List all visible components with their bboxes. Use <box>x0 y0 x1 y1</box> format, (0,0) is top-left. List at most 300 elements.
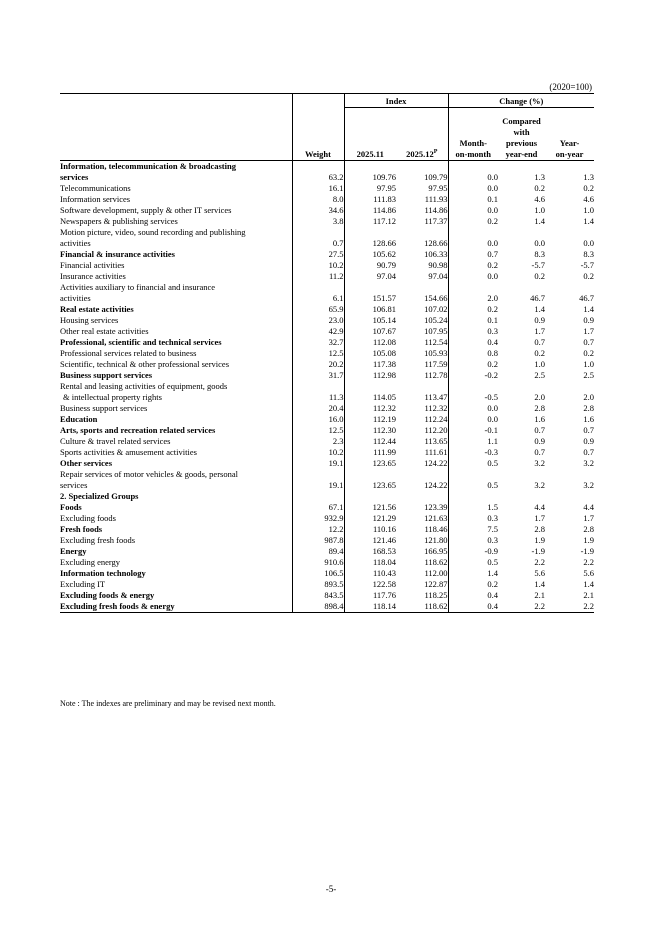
cell-compared-year-end: 2.2 <box>534 557 546 567</box>
cell-compared-year-end: 1.0 <box>534 205 546 215</box>
header-month-on-month: Month- on-month <box>448 108 498 161</box>
cell-compared-year-end: 1.7 <box>534 513 546 523</box>
footnote: Note : The indexes are preliminary and may be revised next month. <box>60 699 276 708</box>
cell-year-on-year: 1.4 <box>583 579 595 589</box>
cell-year-on-year: 0.9 <box>583 436 595 446</box>
cell-month-on-month: 0.5 <box>448 557 498 568</box>
table-row <box>60 359 594 370</box>
table-row <box>60 370 594 381</box>
cell-compared-year-end: 1.0 <box>534 359 546 369</box>
cell-compared-year-end: 1.3 <box>534 172 546 182</box>
cell-index-cur: 107.95 <box>424 326 448 336</box>
cell-year-on-year: 1.7 <box>583 513 595 523</box>
cell-weight: 31.7 <box>292 370 344 381</box>
cell-year-on-year: 5.6 <box>583 568 595 578</box>
header-compared-prev-year-end: Compared with previous year-end <box>502 116 541 159</box>
cell-weight: 898.4 <box>292 601 344 613</box>
cell-index-cur: 112.20 <box>424 425 448 435</box>
cell-index-prev: 105.08 <box>344 348 396 359</box>
row-label: Culture & travel related services <box>60 436 171 446</box>
table-row <box>60 590 594 601</box>
cell-month-on-month <box>448 491 498 502</box>
row-label: Excluding energy <box>60 557 121 567</box>
cell-weight: 67.1 <box>292 502 344 513</box>
cell-weight: 16.0 <box>292 414 344 425</box>
cell-year-on-year: 2.1 <box>583 590 595 600</box>
cell-year-on-year: 0.2 <box>583 348 595 358</box>
table-row <box>60 271 594 282</box>
cell-index-cur: 114.86 <box>424 205 448 215</box>
header-blank <box>60 94 292 161</box>
row-label: Energy <box>60 546 87 556</box>
cell-month-on-month: -0.1 <box>448 425 498 436</box>
row-label: Repair services of motor vehicles & goods, personal services <box>60 469 238 490</box>
cell-year-on-year: -5.7 <box>580 260 595 270</box>
row-label: Financial activities <box>60 260 125 270</box>
cell-index-cur: 118.46 <box>424 524 448 534</box>
cell-index-prev: 122.58 <box>344 579 396 590</box>
cell-compared-year-end: 0.9 <box>534 315 546 325</box>
cell-index-prev: 97.95 <box>344 183 396 194</box>
table-row <box>60 568 594 579</box>
cell-index-prev: 118.14 <box>344 601 396 613</box>
row-label: Excluding foods & energy <box>60 590 155 600</box>
cell-compared-year-end: 46.7 <box>530 293 546 303</box>
cell-month-on-month: 0.2 <box>448 304 498 315</box>
cell-year-on-year: -1.9 <box>580 546 595 556</box>
row-label: Other real estate activities <box>60 326 149 336</box>
cell-month-on-month: -0.2 <box>448 370 498 381</box>
cell-month-on-month: -0.9 <box>448 546 498 557</box>
cell-year-on-year: 2.2 <box>583 557 595 567</box>
cell-compared-year-end: 0.2 <box>534 271 546 281</box>
cell-compared-year-end: 1.9 <box>534 535 546 545</box>
cell-year-on-year: 1.7 <box>583 326 595 336</box>
cell-month-on-month: 0.0 <box>448 414 498 425</box>
cell-compared-year-end: 5.6 <box>534 568 546 578</box>
cell-index-cur: 97.95 <box>428 183 448 193</box>
row-label: Excluding IT <box>60 579 106 589</box>
row-label: Business support services <box>60 403 148 413</box>
cell-index-prev: 128.66 <box>344 227 396 249</box>
row-label: Insurance activities <box>60 271 126 281</box>
cell-month-on-month: 0.4 <box>448 337 498 348</box>
cell-index-prev: 123.65 <box>344 458 396 469</box>
cell-month-on-month: 0.3 <box>448 513 498 524</box>
cell-year-on-year: 1.0 <box>583 359 595 369</box>
cell-compared-year-end: 2.1 <box>534 590 546 600</box>
cell-weight: 34.6 <box>292 205 344 216</box>
table-row <box>60 205 594 216</box>
cell-index-cur: 118.62 <box>396 601 448 613</box>
table-row <box>60 315 594 326</box>
cell-month-on-month: 0.0 <box>448 161 498 184</box>
cell-weight: 6.1 <box>292 282 344 304</box>
cell-year-on-year: 1.0 <box>583 205 595 215</box>
cell-weight: 0.7 <box>292 227 344 249</box>
table-row <box>60 436 594 447</box>
row-label: Information technology <box>60 568 146 578</box>
cell-compared-year-end: 2.0 <box>534 392 546 402</box>
cell-month-on-month: 7.5 <box>448 524 498 535</box>
cell-month-on-month: 0.5 <box>448 458 498 469</box>
cell-compared-year-end: 8.3 <box>534 249 546 259</box>
cell-month-on-month: 0.0 <box>448 227 498 249</box>
cell-index-prev: 105.62 <box>344 249 396 260</box>
cell-compared-year-end: 2.2 <box>498 601 545 613</box>
cell-month-on-month: 0.7 <box>448 249 498 260</box>
cell-compared-year-end <box>498 491 545 502</box>
table-row <box>60 403 594 414</box>
cell-compared-year-end: 0.7 <box>534 425 546 435</box>
table-row <box>60 535 594 546</box>
cell-index-prev: 112.98 <box>344 370 396 381</box>
row-label: Excluding fresh foods & energy <box>60 601 292 613</box>
cell-year-on-year: 0.7 <box>583 425 595 435</box>
cell-weight: 63.2 <box>292 161 344 184</box>
cell-year-on-year: 0.2 <box>583 183 595 193</box>
cell-compared-year-end: 1.4 <box>534 216 546 226</box>
cell-index-cur: 113.65 <box>424 436 448 446</box>
table-row <box>60 194 594 205</box>
cell-weight: 987.8 <box>292 535 344 546</box>
row-label: Education <box>60 414 98 424</box>
cell-weight: 3.8 <box>292 216 344 227</box>
cell-month-on-month: 0.0 <box>448 183 498 194</box>
cell-weight: 910.6 <box>292 557 344 568</box>
cell-weight: 10.2 <box>292 447 344 458</box>
cell-index-prev: 117.76 <box>344 590 396 601</box>
cell-compared-year-end: 2.8 <box>534 524 546 534</box>
cell-year-on-year: 2.5 <box>583 370 595 380</box>
row-label: Scientific, technical & other professional services <box>60 359 229 369</box>
cell-index-cur <box>396 491 448 502</box>
cell-weight: 12.5 <box>292 425 344 436</box>
cell-year-on-year: 3.2 <box>583 480 595 490</box>
row-label: Fresh foods <box>60 524 103 534</box>
cell-compared-year-end: 0.2 <box>534 183 546 193</box>
table-row <box>60 249 594 260</box>
cell-year-on-year: 1.4 <box>583 216 595 226</box>
cell-month-on-month: 0.4 <box>448 601 498 613</box>
cell-weight: 893.5 <box>292 579 344 590</box>
table-row <box>60 216 594 227</box>
row-label: Housing services <box>60 315 119 325</box>
cell-index-cur: 166.95 <box>424 546 448 556</box>
cell-index-cur: 121.63 <box>424 513 448 523</box>
cell-index-cur: 109.79 <box>424 172 448 182</box>
cell-index-prev: 110.16 <box>344 524 396 535</box>
row-label: Real estate activities <box>60 304 134 314</box>
cell-year-on-year: 46.7 <box>579 293 595 303</box>
cell-index-cur: 128.66 <box>424 238 448 248</box>
cell-index-cur: 90.98 <box>428 260 448 270</box>
cell-year-on-year: 0.9 <box>583 315 595 325</box>
cell-index-cur: 105.93 <box>424 348 448 358</box>
cell-compared-year-end: 3.2 <box>534 458 546 468</box>
table-row <box>60 348 594 359</box>
cell-weight: 11.3 <box>292 381 344 403</box>
cell-year-on-year: 3.2 <box>583 458 595 468</box>
cell-weight: 10.2 <box>292 260 344 271</box>
cell-month-on-month: 0.2 <box>448 359 498 370</box>
cell-index-prev: 112.30 <box>344 425 396 436</box>
cell-compared-year-end: 0.9 <box>534 436 546 446</box>
cell-index-cur: 111.93 <box>424 194 448 204</box>
cell-month-on-month: 0.3 <box>448 326 498 337</box>
row-label: Motion picture, video, sound recording and publishing activities <box>60 227 246 248</box>
row-label: Foods <box>60 502 82 512</box>
cell-year-on-year: 0.7 <box>583 337 595 347</box>
cell-compared-year-end: 2.8 <box>534 403 546 413</box>
cell-index-prev: 107.67 <box>344 326 396 337</box>
cell-year-on-year: 4.4 <box>583 502 595 512</box>
cell-index-prev: 118.04 <box>344 557 396 568</box>
cell-weight: 89.4 <box>292 546 344 557</box>
cell-compared-year-end: -5.7 <box>531 260 546 270</box>
table-row <box>60 502 594 513</box>
row-label: Activities auxiliary to financial and insurance activities <box>60 282 216 303</box>
row-label: Professional, scientific and technical services <box>60 337 222 347</box>
cell-year-on-year: 0.7 <box>583 447 595 457</box>
cell-compared-year-end: 1.4 <box>534 579 546 589</box>
cell-weight: 20.4 <box>292 403 344 414</box>
row-label: Sports activities & amusement activities <box>60 447 197 457</box>
table-row <box>60 491 594 502</box>
cell-weight: 32.7 <box>292 337 344 348</box>
cell-index-prev: 151.57 <box>344 282 396 304</box>
table-row <box>60 579 594 590</box>
table-row <box>60 524 594 535</box>
header-year-on-year: Year- on-year <box>555 138 584 159</box>
cell-weight: 65.9 <box>292 304 344 315</box>
cell-month-on-month: 0.2 <box>448 216 498 227</box>
cell-index-prev: 90.79 <box>344 260 396 271</box>
header-index: Index <box>344 94 448 108</box>
cell-index-prev: 109.76 <box>344 161 396 184</box>
row-label: Information, telecommunication & broadcasting services <box>60 161 236 182</box>
cell-month-on-month: 0.2 <box>448 260 498 271</box>
cell-index-prev: 105.14 <box>344 315 396 326</box>
cell-index-prev: 112.08 <box>344 337 396 348</box>
table-row <box>60 458 594 469</box>
cell-month-on-month: 1.4 <box>448 568 498 579</box>
cell-year-on-year: 1.3 <box>583 172 595 182</box>
cell-compared-year-end: 0.7 <box>534 337 546 347</box>
cell-month-on-month: 2.0 <box>448 282 498 304</box>
header-change: Change (%) <box>448 94 594 108</box>
cell-index-cur: 112.24 <box>424 414 448 424</box>
cell-index-cur: 106.33 <box>424 249 448 259</box>
cell-index-cur: 118.25 <box>424 590 448 600</box>
cell-month-on-month: 0.5 <box>448 469 498 491</box>
cell-index-cur: 118.62 <box>424 557 448 567</box>
cell-index-cur: 117.37 <box>424 216 448 226</box>
table-row <box>60 381 594 403</box>
cell-compared-year-end: 0.0 <box>534 238 546 248</box>
cell-weight: 12.5 <box>292 348 344 359</box>
cell-compared-year-end: 0.2 <box>534 348 546 358</box>
cell-weight: 16.1 <box>292 183 344 194</box>
cell-index-cur: 105.24 <box>424 315 448 325</box>
cell-compared-year-end: 0.7 <box>534 447 546 457</box>
cell-index-cur: 124.22 <box>424 480 448 490</box>
table-row <box>60 601 594 613</box>
cell-index-cur: 97.04 <box>428 271 448 281</box>
cell-weight: 27.5 <box>292 249 344 260</box>
cell-year-on-year: 2.8 <box>583 524 595 534</box>
cell-month-on-month: 0.4 <box>448 590 498 601</box>
cell-compared-year-end: 1.4 <box>534 304 546 314</box>
cell-weight <box>292 491 344 502</box>
table-row <box>60 425 594 436</box>
cell-year-on-year: 0.2 <box>583 271 595 281</box>
row-label: Information services <box>60 194 131 204</box>
row-label: Software development, supply & other IT services <box>60 205 232 215</box>
cell-month-on-month: -0.3 <box>448 447 498 458</box>
row-label: Arts, sports and recreation related services <box>60 425 216 435</box>
table-row <box>60 546 594 557</box>
cell-month-on-month: 0.1 <box>448 315 498 326</box>
cell-index-cur: 113.47 <box>424 392 448 402</box>
cell-index-prev: 111.83 <box>344 194 396 205</box>
cell-index-prev: 123.65 <box>344 469 396 491</box>
cell-year-on-year <box>545 491 594 502</box>
cell-index-cur: 122.87 <box>424 579 448 589</box>
cell-compared-year-end: -1.9 <box>531 546 546 556</box>
cell-month-on-month: 0.8 <box>448 348 498 359</box>
table-row <box>60 469 594 491</box>
cell-year-on-year: 1.9 <box>583 535 595 545</box>
row-label: Telecommunications <box>60 183 131 193</box>
cell-index-cur: 154.66 <box>424 293 448 303</box>
cell-year-on-year: 8.3 <box>583 249 595 259</box>
row-label: Other services <box>60 458 113 468</box>
cell-index-prev: 112.32 <box>344 403 396 414</box>
base-year-note: (2020=100) <box>549 82 592 92</box>
row-label: 2. Specialized Groups <box>60 491 139 501</box>
cell-index-cur: 117.59 <box>424 359 448 369</box>
table-row <box>60 337 594 348</box>
cell-weight: 19.1 <box>292 458 344 469</box>
cell-compared-year-end: 4.4 <box>534 502 546 512</box>
cell-year-on-year: 2.0 <box>583 392 595 402</box>
cell-weight: 932.9 <box>292 513 344 524</box>
cell-index-prev: 110.43 <box>344 568 396 579</box>
cell-weight: 843.5 <box>292 590 344 601</box>
cell-year-on-year: 4.6 <box>583 194 595 204</box>
cell-index-cur: 112.54 <box>424 337 448 347</box>
header-index-prev: 2025.11 <box>344 108 396 161</box>
cell-weight: 12.2 <box>292 524 344 535</box>
cell-index-cur: 123.39 <box>424 502 448 512</box>
table-row <box>60 414 594 425</box>
table-body <box>60 161 594 613</box>
cell-compared-year-end: 1.6 <box>534 414 546 424</box>
cell-index-cur: 124.22 <box>424 458 448 468</box>
table-row <box>60 447 594 458</box>
cell-weight: 23.0 <box>292 315 344 326</box>
cell-month-on-month: 0.2 <box>448 579 498 590</box>
cell-index-cur: 111.61 <box>424 447 448 457</box>
table-row <box>60 161 594 184</box>
cell-month-on-month: 0.1 <box>448 194 498 205</box>
table-row <box>60 513 594 524</box>
cell-index-prev <box>344 491 396 502</box>
cell-index-cur: 112.00 <box>424 568 448 578</box>
table-row <box>60 260 594 271</box>
page-number: -5- <box>325 884 337 894</box>
cell-month-on-month: 0.0 <box>448 403 498 414</box>
table-row <box>60 557 594 568</box>
cell-index-prev: 117.12 <box>344 216 396 227</box>
cell-compared-year-end: 3.2 <box>534 480 546 490</box>
cell-month-on-month: 1.1 <box>448 436 498 447</box>
cell-compared-year-end: 1.7 <box>534 326 546 336</box>
row-label: Excluding fresh foods <box>60 535 136 545</box>
cell-year-on-year: 1.6 <box>583 414 595 424</box>
cell-weight: 8.0 <box>292 194 344 205</box>
cell-index-prev: 111.99 <box>344 447 396 458</box>
cell-weight: 106.5 <box>292 568 344 579</box>
table-row <box>60 183 594 194</box>
cell-index-prev: 168.53 <box>344 546 396 557</box>
cell-year-on-year: 2.2 <box>545 601 594 613</box>
cell-compared-year-end: 2.5 <box>534 370 546 380</box>
cell-year-on-year: 2.8 <box>583 403 595 413</box>
cell-month-on-month: 1.5 <box>448 502 498 513</box>
cell-index-prev: 97.04 <box>344 271 396 282</box>
cell-index-cur: 121.80 <box>424 535 448 545</box>
cell-index-prev: 121.56 <box>344 502 396 513</box>
cell-index-cur: 112.32 <box>424 403 448 413</box>
cell-compared-year-end: 4.6 <box>534 194 546 204</box>
row-label: Professional services related to business <box>60 348 197 358</box>
cell-index-prev: 121.29 <box>344 513 396 524</box>
table-row <box>60 304 594 315</box>
cell-month-on-month: 0.3 <box>448 535 498 546</box>
row-label: Financial & insurance activities <box>60 249 175 259</box>
cell-index-prev: 117.38 <box>344 359 396 370</box>
cell-weight: 20.2 <box>292 359 344 370</box>
cell-weight: 19.1 <box>292 469 344 491</box>
cell-year-on-year: 0.0 <box>583 238 595 248</box>
price-index-table <box>60 93 594 613</box>
row-label: Rental and leasing activities of equipment, goods & intellectual property rights <box>60 381 228 402</box>
header-index-cur: $2025.12^P$ <box>406 149 438 159</box>
cell-index-prev: 121.46 <box>344 535 396 546</box>
row-label: Business support services <box>60 370 153 380</box>
table-row <box>60 282 594 304</box>
cell-month-on-month: 0.0 <box>448 271 498 282</box>
table-row <box>60 227 594 249</box>
cell-index-prev: 112.44 <box>344 436 396 447</box>
cell-weight: 42.9 <box>292 326 344 337</box>
cell-index-cur: 107.02 <box>424 304 448 314</box>
row-label: Excluding foods <box>60 513 116 523</box>
cell-weight: 11.2 <box>292 271 344 282</box>
cell-month-on-month: 0.0 <box>448 205 498 216</box>
cell-index-cur: 112.78 <box>424 370 448 380</box>
row-label: Newspapers & publishing services <box>60 216 178 226</box>
cell-index-prev: 114.05 <box>344 381 396 403</box>
cell-index-prev: 106.81 <box>344 304 396 315</box>
cell-index-prev: 112.19 <box>344 414 396 425</box>
cell-weight: 2.3 <box>292 436 344 447</box>
header-weight: Weight <box>292 94 344 161</box>
cell-year-on-year: 1.4 <box>583 304 595 314</box>
cell-month-on-month: -0.5 <box>448 381 498 403</box>
